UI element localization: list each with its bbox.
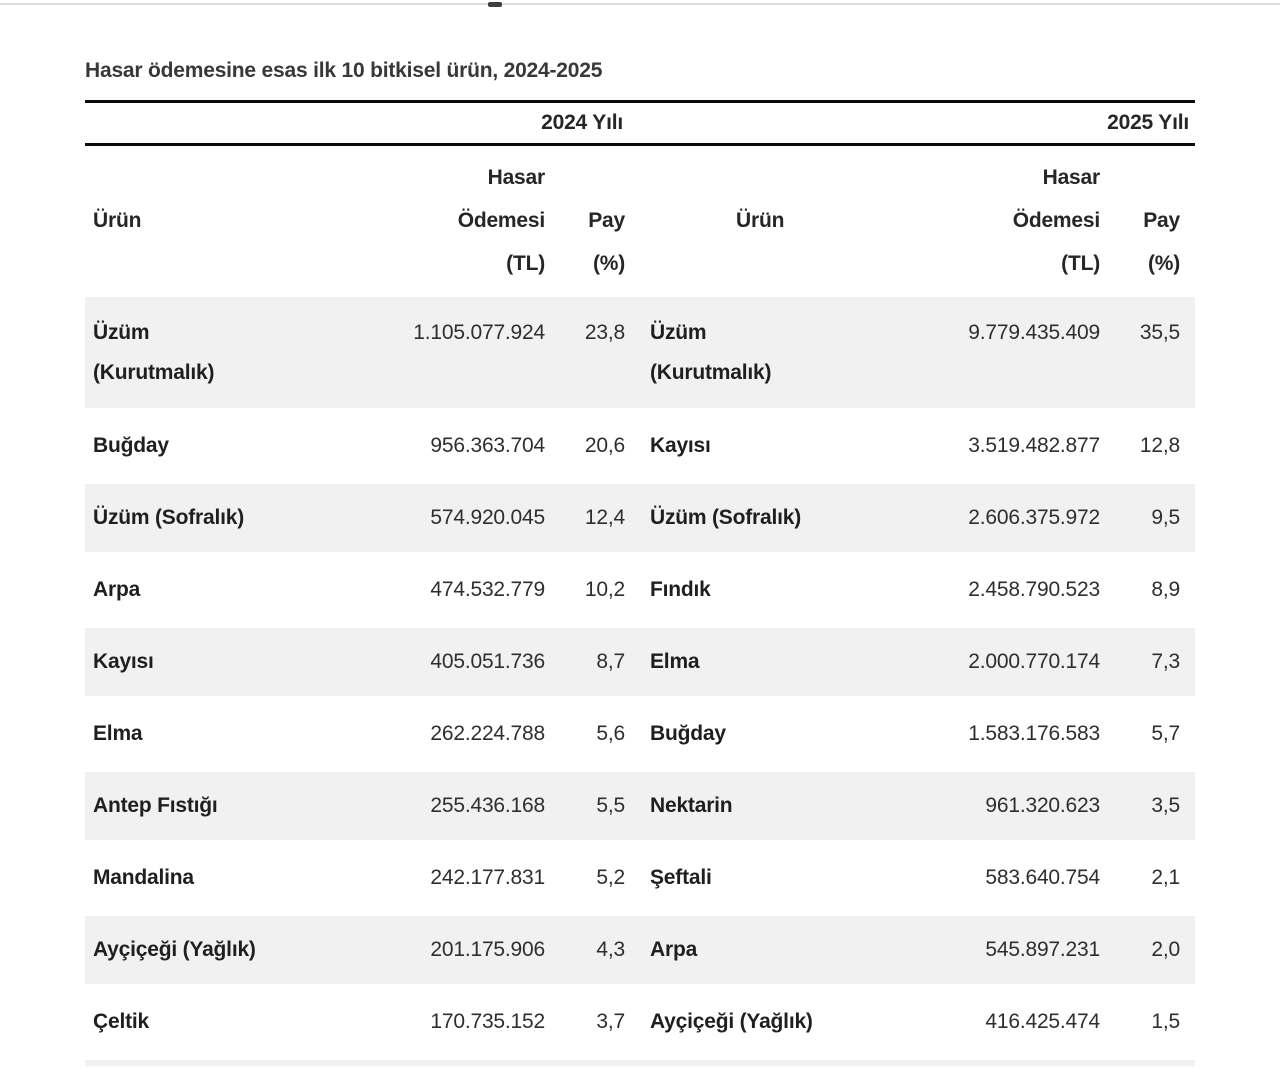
payment-value: 255.436.168	[430, 794, 545, 817]
column-header-share	[1105, 156, 1195, 285]
share-value: 23,8	[584, 321, 625, 344]
payment-value: 262.224.788	[430, 722, 545, 745]
column-header-payment	[350, 156, 550, 285]
product-name: Kayısı	[93, 650, 154, 673]
payment-value: 1.105.077.924	[413, 321, 545, 344]
product-name: Mandalina	[93, 866, 194, 889]
payment-value: 2.458.790.523	[968, 578, 1100, 601]
product-name: Buğday	[93, 434, 169, 457]
column-header-row	[85, 146, 1195, 297]
table-row	[85, 700, 1195, 772]
payment-value: 2.000.770.174	[968, 650, 1100, 673]
payment-value: 956.363.704	[430, 434, 545, 457]
payment-value: 583.640.754	[985, 866, 1100, 889]
column-header-payment-line: Ödemesi	[1012, 209, 1100, 232]
table-row	[85, 556, 1195, 628]
column-header-share-line: Pay	[1143, 209, 1180, 232]
payment-value: 201.175.906	[430, 938, 545, 961]
table-row	[85, 844, 1195, 916]
product-name: Kayısı	[650, 434, 711, 457]
payment-value: 9.779.435.409	[968, 321, 1100, 344]
share-value: 7,3	[1151, 650, 1180, 673]
payment-value: 242.177.831	[430, 866, 545, 889]
column-header-share-line: (%)	[1147, 252, 1180, 275]
share-value: 9,5	[1151, 506, 1180, 529]
product-name: Antep Fıstığı	[93, 794, 218, 817]
product-name: Üzüm (Sofralık)	[650, 506, 802, 529]
column-headers-2024	[85, 156, 640, 285]
product-name: Üzüm (Kurutmalık)	[93, 321, 215, 384]
product-name: Üzüm (Kurutmalık)	[650, 321, 772, 384]
column-header-share-line: (%)	[592, 252, 625, 275]
payment-value: 170.735.152	[430, 1010, 545, 1033]
product-name: Ayçiçeği (Yağlık)	[93, 938, 256, 961]
share-value: 10,2	[584, 578, 625, 601]
column-header-product: Ürün	[736, 208, 785, 232]
table-row	[85, 484, 1195, 556]
column-header-share	[550, 156, 640, 285]
product-name: Fındık	[650, 578, 711, 601]
payment-value: 416.425.474	[985, 1010, 1100, 1033]
column-header-product: Ürün	[93, 208, 142, 232]
column-header-payment-line: Hasar	[487, 166, 545, 189]
share-value: 1,5	[1151, 1010, 1180, 1033]
column-header-payment-line: (TL)	[506, 252, 545, 275]
year-header-row	[85, 103, 1195, 146]
product-name: Arpa	[650, 938, 698, 961]
product-name: Nektarin	[650, 794, 733, 817]
table-row	[85, 297, 1195, 412]
table-row	[85, 628, 1195, 700]
payment-value: 545.897.231	[985, 938, 1100, 961]
share-value: 3,5	[1151, 794, 1180, 817]
share-value: 5,5	[596, 794, 625, 817]
share-value: 4,3	[596, 938, 625, 961]
payment-value: 405.051.736	[430, 650, 545, 673]
year-header-2024: 2024 Yılı	[541, 111, 623, 134]
product-name: Çeltik	[93, 1010, 149, 1033]
column-header-payment	[905, 156, 1105, 285]
share-value: 3,7	[596, 1010, 625, 1033]
share-value: 2,1	[1151, 866, 1180, 889]
next-row-partial-strip	[85, 1060, 1195, 1066]
product-name: Ayçiçeği (Yağlık)	[650, 1010, 813, 1033]
share-value: 12,8	[1139, 434, 1180, 457]
product-name: Buğday	[650, 722, 726, 745]
share-value: 5,2	[596, 866, 625, 889]
page-title: Hasar ödemesine esas ilk 10 bitkisel ürün, 2024-2025	[85, 59, 603, 82]
column-header-payment-line: Hasar	[1042, 166, 1100, 189]
share-value: 35,5	[1139, 321, 1180, 344]
product-name: Elma	[93, 722, 143, 745]
share-value: 20,6	[584, 434, 625, 457]
share-value: 5,6	[596, 722, 625, 745]
payment-value: 1.583.176.583	[968, 722, 1100, 745]
payment-value: 961.320.623	[985, 794, 1100, 817]
share-value: 8,9	[1151, 578, 1180, 601]
product-name: Şeftali	[650, 866, 712, 889]
product-name: Arpa	[93, 578, 141, 601]
column-header-payment-line: (TL)	[1061, 252, 1100, 275]
column-header-share-line: Pay	[588, 209, 625, 232]
damage-payment-table	[85, 100, 1195, 1066]
table-row	[85, 988, 1195, 1060]
year-header-2025: 2025 Yılı	[1107, 111, 1189, 134]
payment-value: 474.532.779	[430, 578, 545, 601]
payment-value: 2.606.375.972	[968, 506, 1100, 529]
table-row	[85, 772, 1195, 844]
statistics-table-page	[85, 0, 1195, 1066]
column-headers-2025	[640, 156, 1195, 285]
payment-value: 574.920.045	[430, 506, 545, 529]
product-name: Elma	[650, 650, 700, 673]
share-value: 5,7	[1151, 722, 1180, 745]
share-value: 12,4	[584, 506, 625, 529]
product-name: Üzüm (Sofralık)	[93, 506, 245, 529]
share-value: 8,7	[596, 650, 625, 673]
table-row	[85, 916, 1195, 988]
column-header-payment-line: Ödemesi	[457, 209, 545, 232]
share-value: 2,0	[1151, 938, 1180, 961]
table-row	[85, 412, 1195, 484]
payment-value: 3.519.482.877	[968, 434, 1100, 457]
